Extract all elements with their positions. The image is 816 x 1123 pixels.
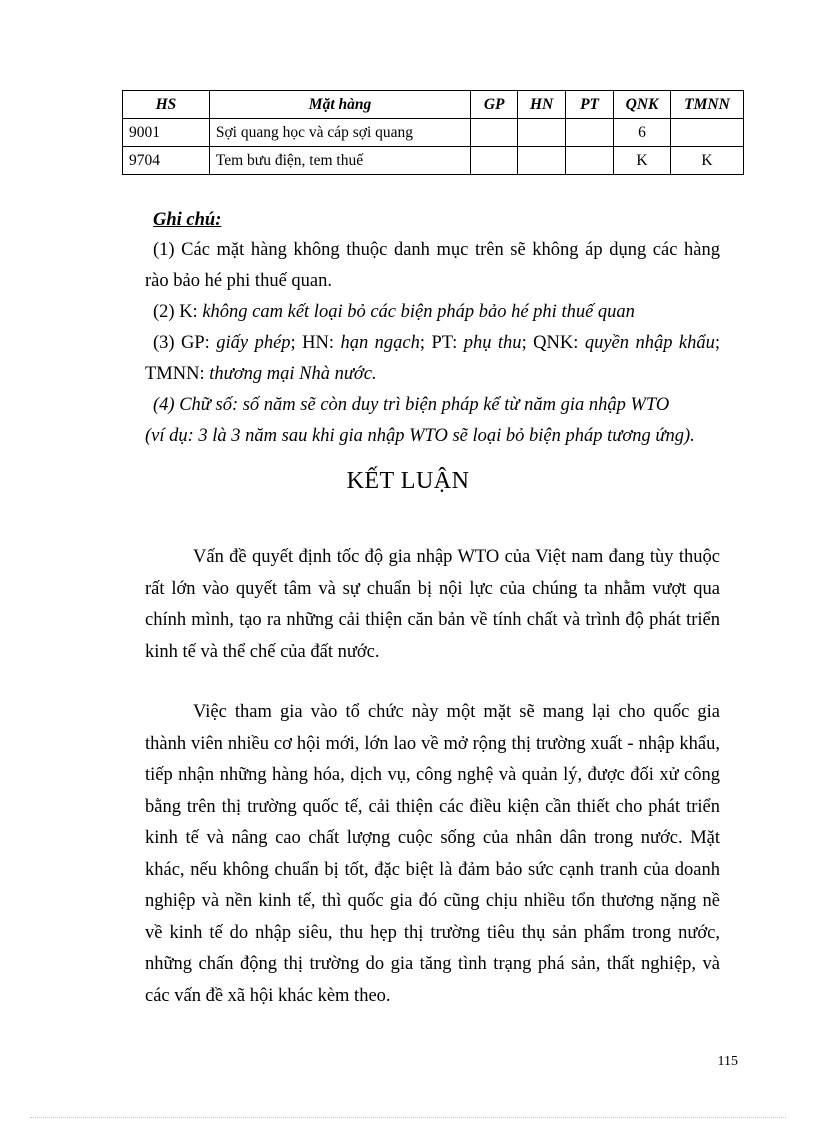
cell-pt (566, 147, 614, 175)
cell-gp (471, 119, 518, 147)
cell-item: Tem bưu điện, tem thuế (209, 147, 470, 175)
note-3-hn-label: ; HN: (290, 333, 341, 353)
header-pt: PT (566, 91, 614, 119)
note-3-gp-term: giấy phép (216, 333, 291, 353)
notes-section (145, 205, 720, 452)
cell-pt (566, 119, 614, 147)
note-3-pt-term: phụ thu (463, 333, 522, 353)
cell-item: Sợi quang học và cáp sợi quang (209, 119, 470, 147)
paragraph-line: những chấn động thị trường do gia tăng tình trạng phá sản, thất nghiệp, và (145, 954, 720, 974)
table-header-row (123, 91, 744, 119)
header-qnk: QNK (614, 91, 671, 119)
paragraph-line: Vấn đề quyết định tốc độ gia nhập WTO của Việt nam đang tùy thuộc (193, 547, 720, 567)
header-item: Mặt hàng (209, 91, 470, 119)
paragraph-line: khác, nếu không chuẩn bị tốt, đặc biệt là đảm bảo sức cạnh tranh của doanh (145, 859, 720, 880)
note-3-semicolon: ; (714, 333, 721, 353)
note-3-pt-label: ; PT: (419, 333, 464, 353)
table-row (123, 147, 744, 175)
cell-hs: 9001 (123, 119, 210, 147)
cell-tmnn: K (670, 147, 743, 175)
note-3-qnk-term: quyền nhập khẩu (584, 333, 715, 353)
note-3-tmnn-term: thương mại Nhà nước. (209, 364, 377, 384)
note-3-hn-term: hạn ngạch (340, 333, 420, 353)
paragraph-line: nghiệp và nền kinh tế, thì quốc gia đó cũng chịu nhiều tổn thương nặng nề (145, 891, 720, 911)
header-hs: HS (123, 91, 210, 119)
note-4-line-2: (ví dụ: 3 là 3 năm sau khi gia nhập WTO sẽ loại bỏ biện pháp tương ứng). (145, 426, 695, 446)
cell-hn (518, 119, 566, 147)
paragraph-line: về kinh tế do nhập siêu, thu hẹp thị trường tiêu thụ sản phẩm trong nước, (145, 922, 720, 943)
conclusion-title: KẾT LUẬN (346, 468, 470, 494)
conclusion-paragraph-2 (145, 697, 720, 1012)
paragraph-line: Việc tham gia vào tổ chức này một mặt sẽ mang lại cho quốc gia (193, 702, 720, 722)
bottom-divider (30, 1117, 786, 1118)
header-hn: HN (518, 91, 566, 119)
tariff-table (122, 90, 744, 175)
header-tmnn: TMNN (670, 91, 743, 119)
note-3-tmnn-label: TMNN: (145, 364, 210, 384)
cell-qnk: 6 (614, 119, 671, 147)
note-3-gp-label: (3) GP: (153, 333, 217, 353)
notes-title: Ghi chú: (153, 210, 222, 230)
paragraph-line: bằng trên thị trường quốc tế, cải thiện các điều kiện cần thiết cho phát triển (145, 796, 720, 817)
header-gp: GP (471, 91, 518, 119)
cell-hs: 9704 (123, 147, 210, 175)
note-3-line-1 (145, 328, 720, 359)
paragraph-line: rất lớn vào quyết tâm và sự chuẩn bị nội lực của chúng ta nhằm vượt qua (145, 578, 720, 599)
table-row (123, 119, 744, 147)
cell-qnk: K (614, 147, 671, 175)
note-4-line-1: (4) Chữ số: số năm sẽ còn duy trì biện pháp kể từ năm gia nhập WTO (153, 395, 670, 415)
cell-gp (471, 147, 518, 175)
note-2-prefix: (2) K: (153, 302, 203, 322)
paragraph-line: tiếp nhận những hàng hóa, dịch vụ, công nghệ và quản lý, được đối xử công (145, 765, 720, 785)
conclusion-paragraph-1 (145, 542, 720, 668)
note-1-line-2: rào bảo hé phi thuế quan. (145, 271, 332, 291)
paragraph-line: thành viên nhiều cơ hội mới, lớn lao về mở rộng thị trường xuất - nhập khẩu, (145, 733, 720, 754)
note-2 (145, 297, 720, 328)
note-2-italic: không cam kết loại bỏ các biện pháp bảo hé phi thuế quan (202, 302, 635, 322)
paragraph-line: kinh tế và thể chế của đất nước. (145, 641, 380, 662)
paragraph-line: các vấn đề xã hội khác kèm theo. (145, 985, 391, 1006)
paragraph-line: kinh tế và nâng cao chất lượng cuộc sống của nhân dân trong nước. Mặt (145, 828, 720, 848)
cell-tmnn (670, 119, 743, 147)
note-3-line-2 (145, 359, 720, 390)
note-3-qnk-label: ; QNK: (521, 333, 585, 353)
cell-hn (518, 147, 566, 175)
paragraph-line: chính mình, tạo ra những cải thiện căn bản về tính chất và trình độ phát triển (145, 610, 720, 630)
page-number: 115 (717, 1054, 738, 1069)
note-1-line-1: (1) Các mặt hàng không thuộc danh mục trên sẽ không áp dụng các hàng (153, 240, 720, 260)
